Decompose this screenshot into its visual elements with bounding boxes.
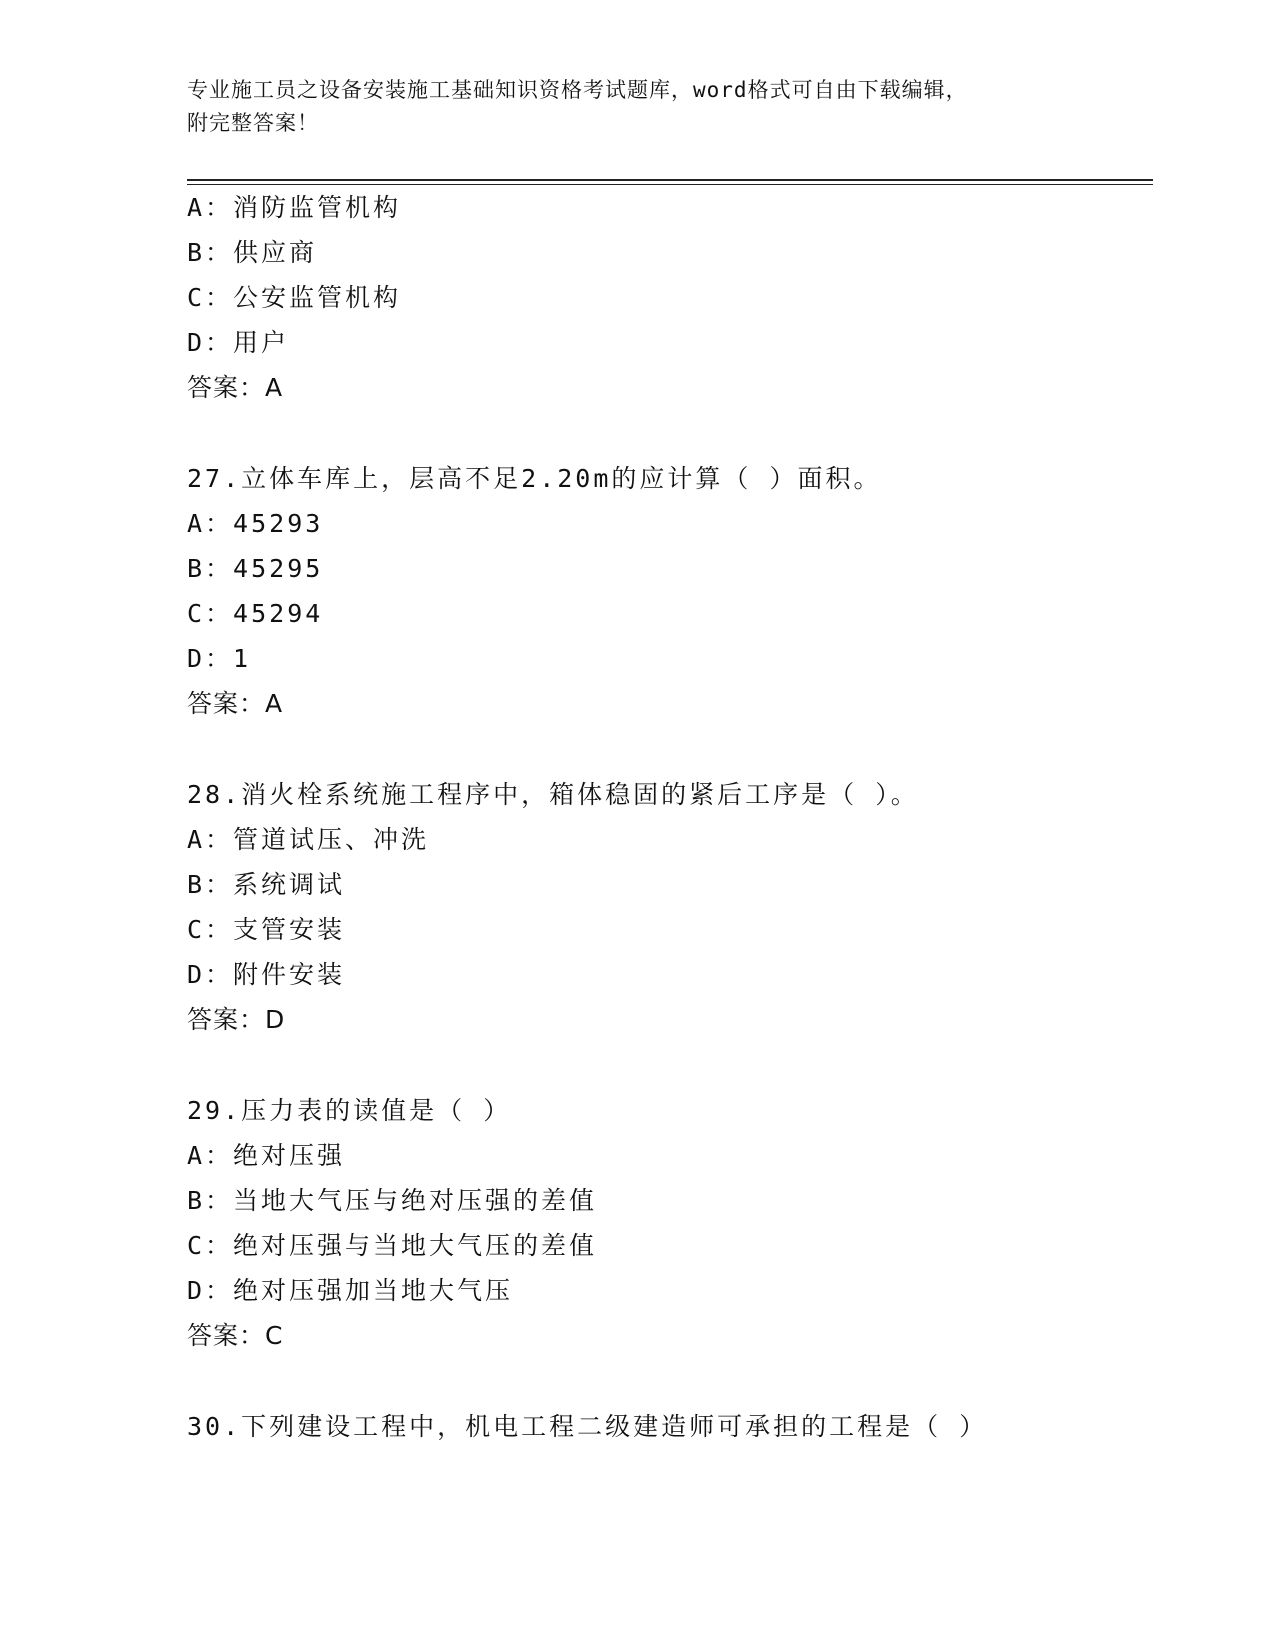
q28-option-c: C：支管安装 [187, 915, 346, 944]
q26-option-a: A：消防监管机构 [187, 193, 402, 222]
q26-answer: 答案：A [187, 373, 284, 402]
q26-option-b: B：供应商 [187, 238, 318, 267]
q28-option-b: B：系统调试 [187, 870, 346, 899]
document-header [187, 74, 1087, 140]
q27-option-d: D：1 [187, 644, 252, 673]
q26-option-c: C：公安监管机构 [187, 283, 402, 312]
q28-option-a: A：管道试压、冲洗 [187, 825, 430, 854]
header-line-2: 附完整答案！ [187, 111, 319, 135]
q27-option-b: B：45295 [187, 554, 324, 583]
header-divider-thick [187, 179, 1153, 181]
q27-answer: 答案：A [187, 689, 284, 718]
q27-option-a: A：45293 [187, 509, 324, 538]
q28-stem: 28.消火栓系统施工程序中，箱体稳固的紧后工序是（ ）。 [187, 780, 919, 809]
q30-stem: 30.下列建设工程中，机电工程二级建造师可承担的工程是（ ） [187, 1412, 988, 1441]
q29-answer: 答案：C [187, 1321, 284, 1350]
header-line-1: 专业施工员之设备安装施工基础知识资格考试题库，word格式可自由下载编辑， [187, 78, 968, 102]
q26-option-d: D：用户 [187, 328, 290, 357]
q27-stem: 27.立体车库上，层高不足2.20m的应计算（ ）面积。 [187, 464, 882, 493]
q28-answer: 答案：D [187, 1005, 286, 1034]
q29-option-d: D：绝对压强加当地大气压 [187, 1276, 514, 1305]
header-divider-thin [187, 184, 1153, 185]
q28-option-d: D：附件安装 [187, 960, 346, 989]
q29-stem: 29.压力表的读值是（ ） [187, 1096, 512, 1125]
q29-option-b: B：当地大气压与绝对压强的差值 [187, 1186, 598, 1215]
q29-option-a: A：绝对压强 [187, 1141, 346, 1170]
q27-option-c: C：45294 [187, 599, 324, 628]
q29-option-c: C：绝对压强与当地大气压的差值 [187, 1231, 598, 1260]
